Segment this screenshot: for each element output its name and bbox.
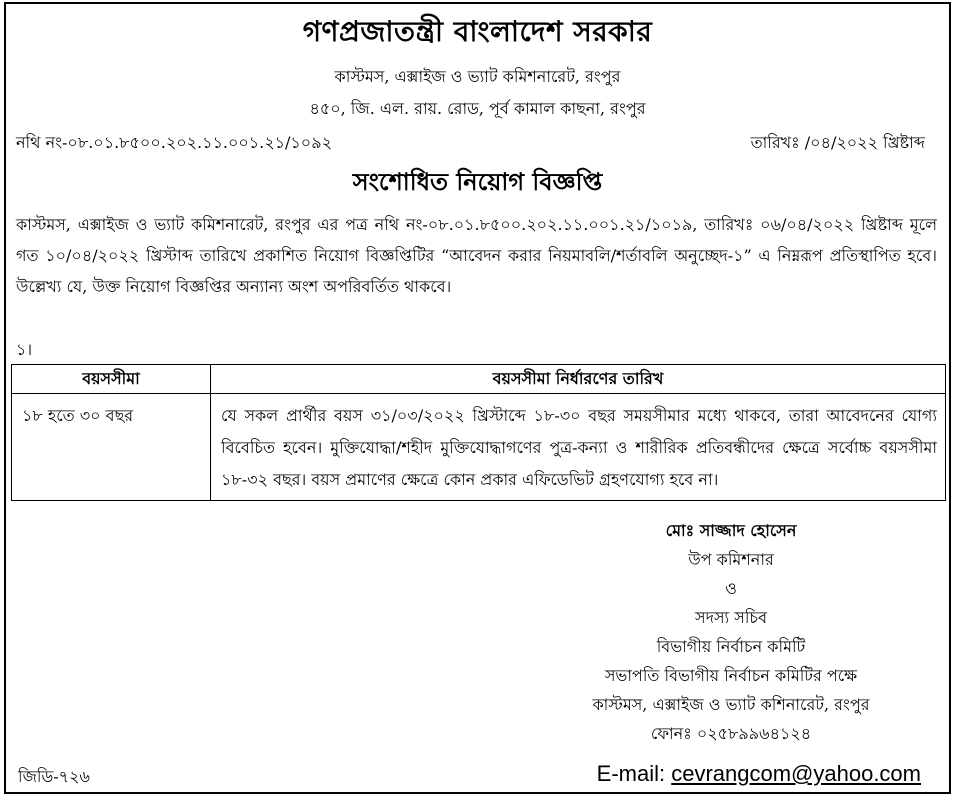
email-label: E-mail: <box>596 761 672 786</box>
table-row <box>12 394 946 501</box>
table-header-age-date: বয়সসীমা নির্ধারণের তারিখ <box>211 365 946 394</box>
memo-row <box>16 130 925 157</box>
signatory-phone: ফোনঃ ০২৫৮৯৯৬৪১২৪ <box>650 724 812 743</box>
signatory-designation: উপ কমিশনার <box>688 550 774 569</box>
memo-date: তারিখঃ /০৪/২০২২ খ্রিষ্টাব্দ <box>750 133 925 152</box>
notice-body: কাস্টমস, এক্সাইজ ও ভ্যাট কমিশনারেট, রংপুর এর পত্র নথি নং-০৮.০১.৮৫০০.২০২.১১.০০১.২১/১০১৯, তারিখঃ ০৬/০৪/২০২২ খ্রিষ্টাব্দ মূলে গত ১০/০৪/২০২২ খ্রিস্টাব্দ তারিখে প্রকাশিত নিয়োগ বিজ্ঞপ্তিটির “আবেদন করার নিয়মাবলি/শর্তাবলি অনুচ্ছেদ-১” এ নিম্নরূপ প্রতিস্থাপিত হবে। উল্লেখ্য যে, উক্ত নিয়োগ বিজ্ঞপ্তির অন্যান্য অংশ অপরিবর্তিত থাকবে। <box>16 215 937 296</box>
government-title: গণপ্রজাতন্ত্রী বাংলাদেশ সরকার <box>302 15 653 48</box>
signatory-name: মোঃ সাজ্জাদ হোসেন <box>665 521 797 540</box>
table-header-age-limit: বয়সসীমা <box>12 365 211 394</box>
office-address: ৪৫০, জি. এল. রায়. রোড, পূর্ব কামাল কাছনা, রংপুর <box>309 99 646 118</box>
signatory-office: কাস্টমস, এক্সাইজ ও ভ্যাট কশিনারেট, রংপুর <box>592 695 870 714</box>
gd-number: জিডি-৭২৬ <box>18 767 90 786</box>
signatory-conjunction: ও <box>725 579 737 598</box>
age-description-cell: যে সকল প্রার্থীর বয়স ৩১/০৩/২০২২ খ্রিস্টাব্দে ১৮-৩০ বছর সময়সীমার মধ্যে থাকবে, তারা আবেদনের যোগ্য বিবেচিত হবেন। মুক্তিযোদ্ধা/শহীদ মুক্তিযোদ্ধাগণের পুত্র-কন্যা ও শারীরিক প্রতিবন্ধীদের ক্ষেত্রে সর্বোচ্চ বয়সসীমা ১৮-৩২ বছর। বয়স প্রমাণের ক্ষেত্রে কোন প্রকার এফিডেভিট গ্রহণযোগ্য হবে না। <box>211 394 946 501</box>
signatory-on-behalf: সভাপতি বিভাগীয় নির্বাচন কমিটির পক্ষে <box>604 666 858 685</box>
item-number: ১। <box>16 340 33 359</box>
notice-page <box>4 2 951 794</box>
age-range-cell: ১৮ হতে ৩০ বছর <box>12 394 211 501</box>
email-line <box>597 761 921 787</box>
office-name: কাস্টমস, এক্সাইজ ও ভ্যাট কমিশনারেট, রংপুর <box>334 67 621 86</box>
table-header-row <box>12 365 946 394</box>
email-link[interactable]: cevrangcom@yahoo.com <box>671 761 921 786</box>
age-limit-table <box>11 364 946 501</box>
signature-block <box>536 516 926 748</box>
signatory-role: সদস্য সচিব <box>695 608 767 627</box>
signatory-committee: বিভাগীয় নির্বাচন কমিটি <box>656 637 806 656</box>
notice-title: সংশোধিত নিয়োগ বিজ্ঞপ্তি <box>352 167 603 196</box>
memo-number: নথি নং-০৮.০১.৮৫০০.২০২.১১.০০১.২১/১০৯২ <box>16 133 332 152</box>
